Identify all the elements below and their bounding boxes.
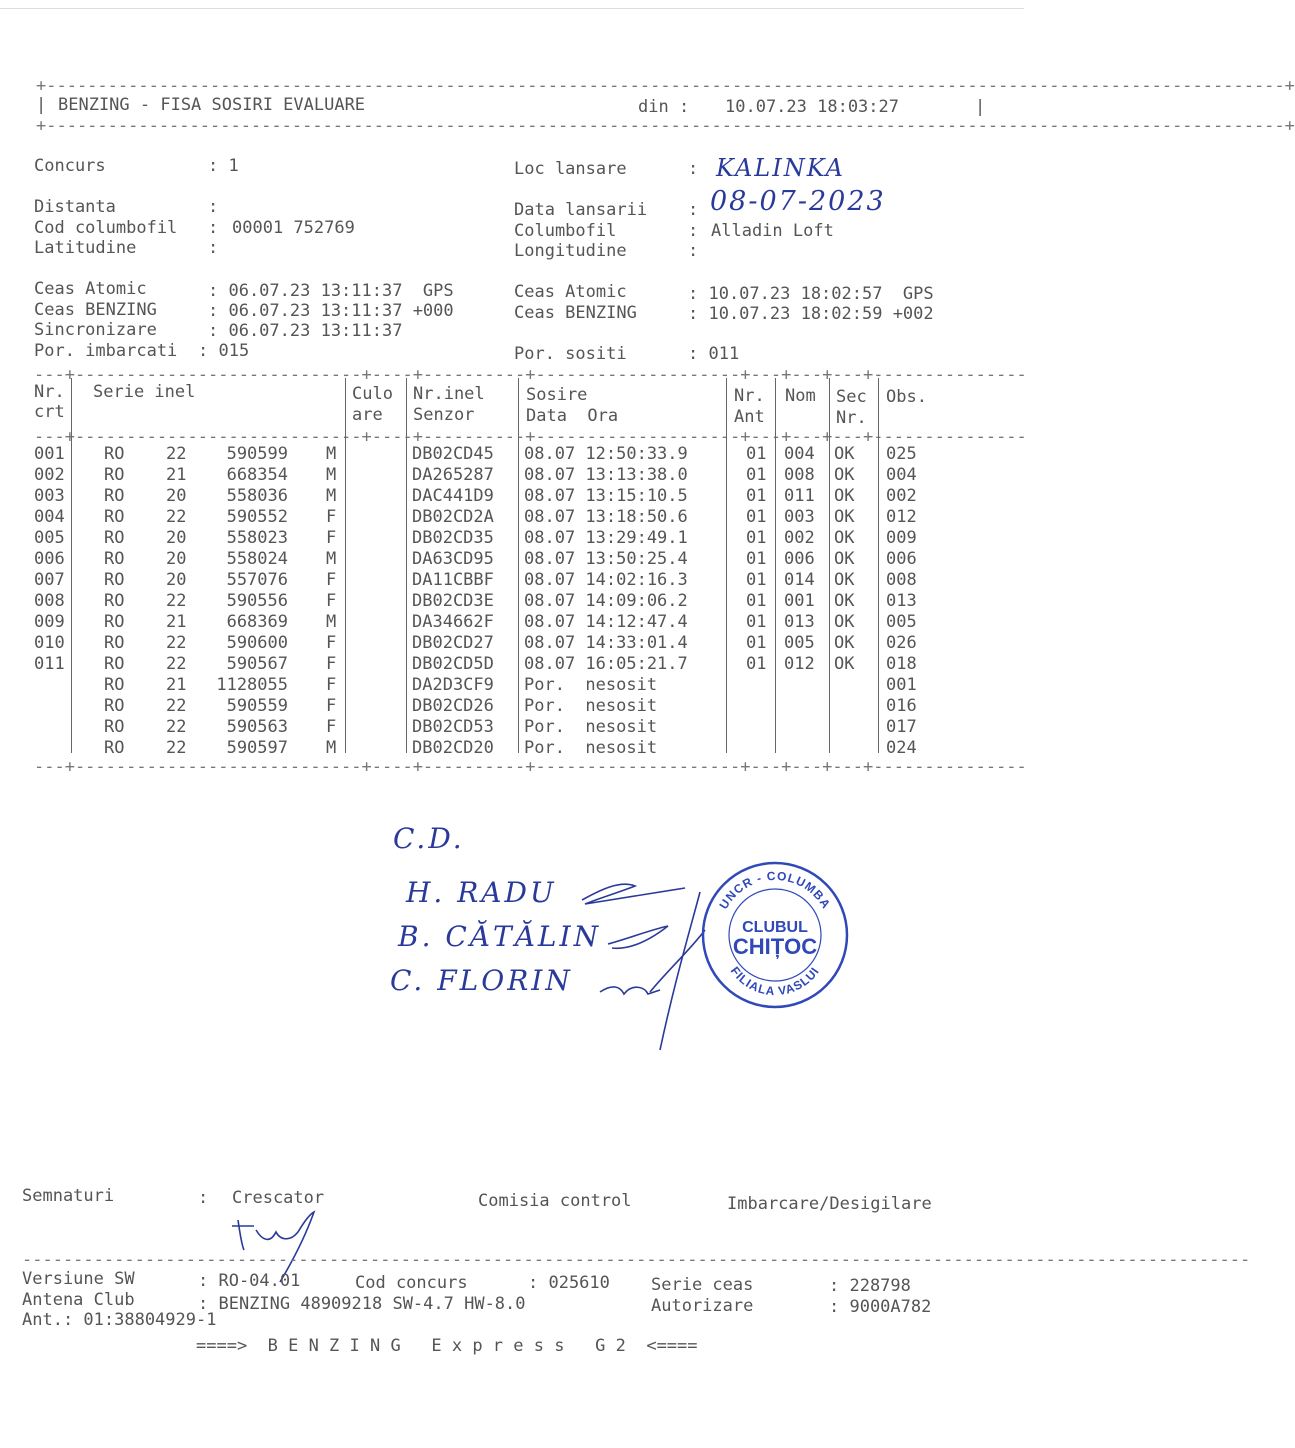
cell-yy: 22 bbox=[166, 654, 187, 674]
distanta-sep: : bbox=[208, 197, 219, 217]
cell-nr: 006 bbox=[34, 549, 65, 569]
longitudine-label: Longitudine bbox=[514, 241, 627, 261]
header-right-bar: | bbox=[975, 97, 986, 117]
th-nom: Nom bbox=[785, 386, 816, 406]
cell-nom: 003 bbox=[784, 507, 815, 527]
ceas-benzing-label: Ceas BENZING bbox=[34, 300, 157, 320]
cell-num: 590567 bbox=[226, 654, 288, 674]
cell-yy: 22 bbox=[166, 633, 187, 653]
autorizare-value: : 9000A782 bbox=[829, 1297, 932, 1317]
versiune-label: Versiune SW bbox=[22, 1269, 135, 1289]
cell-nr: 009 bbox=[34, 612, 65, 632]
cell-sex: F bbox=[326, 633, 337, 653]
ceas-benzing-right-value: : 10.07.23 18:02:59 +002 bbox=[688, 304, 934, 324]
th-sec-nr: Nr. bbox=[836, 408, 867, 428]
th-data-ora: Data Ora bbox=[526, 406, 619, 426]
cell-sex: F bbox=[326, 654, 337, 674]
cell-cc: RO bbox=[104, 675, 125, 695]
concurs-label: Concurs bbox=[34, 156, 106, 176]
table-header-divider: ---+----------------------------+----+----------+--------------------+---+---+---+--------------- bbox=[34, 427, 1027, 447]
cell-nom: 005 bbox=[784, 633, 815, 653]
cell-sex: M bbox=[326, 549, 337, 569]
cell-num: 590552 bbox=[226, 507, 288, 527]
cell-yy: 21 bbox=[166, 465, 187, 485]
cell-sex: M bbox=[326, 465, 337, 485]
cell-sex: M bbox=[326, 612, 337, 632]
cell-yy: 22 bbox=[166, 738, 187, 758]
cell-nom: 006 bbox=[784, 549, 815, 569]
cell-obs: 006 bbox=[886, 549, 917, 569]
ceas-atomic-right-label: Ceas Atomic bbox=[514, 282, 627, 302]
cod-concurs-value: : 025610 bbox=[528, 1273, 610, 1293]
cell-nom: 013 bbox=[784, 612, 815, 632]
longitudine-sep: : bbox=[688, 241, 699, 261]
cell-sec: OK bbox=[834, 486, 855, 506]
cell-num: 590600 bbox=[226, 633, 288, 653]
cell-obs: 026 bbox=[886, 633, 917, 653]
header-left-bar: | bbox=[36, 95, 47, 115]
cell-yy: 22 bbox=[166, 444, 187, 464]
cell-num: 668369 bbox=[226, 612, 288, 632]
cell-cc: RO bbox=[104, 465, 125, 485]
concurs-value: : 1 bbox=[208, 156, 239, 176]
cell-senzor: DA34662F bbox=[412, 612, 494, 632]
cell-ant: 01 bbox=[746, 633, 767, 653]
header-title: BENZING - FISA SOSIRI EVALUARE bbox=[58, 95, 366, 115]
cell-sec: OK bbox=[834, 465, 855, 485]
cell-senzor: DB02CD3E bbox=[412, 591, 494, 611]
cell-num: 1128055 bbox=[216, 675, 288, 695]
versiune-value: : RO-04.01 bbox=[198, 1271, 301, 1291]
cell-sosire: 08.07 13:18:50.6 bbox=[524, 507, 688, 527]
cell-yy: 21 bbox=[166, 675, 187, 695]
cell-yy: 22 bbox=[166, 696, 187, 716]
cell-cc: RO bbox=[104, 633, 125, 653]
cell-cc: RO bbox=[104, 549, 125, 569]
sincronizare-label: Sincronizare bbox=[34, 320, 157, 340]
cell-sosire: Por. nesosit bbox=[524, 696, 658, 716]
cell-num: 590559 bbox=[226, 696, 288, 716]
ceas-benzing-value: : 06.07.23 13:11:37 +000 bbox=[208, 301, 454, 321]
th-nr: Nr. bbox=[34, 382, 65, 402]
stamp-bottom-text: FILIALA VASLUI bbox=[727, 963, 823, 999]
serie-ceas-value: : 228798 bbox=[829, 1276, 911, 1296]
th-sec: Sec bbox=[836, 387, 867, 407]
table-border-top: ---+----------------------------+----+----------+--------------------+---+---+---+--------------- bbox=[34, 365, 1027, 385]
cell-sosire: 08.07 14:09:06.2 bbox=[524, 591, 688, 611]
cell-ant: 01 bbox=[746, 549, 767, 569]
cell-senzor: DA11CBBF bbox=[412, 570, 494, 590]
ceas-benzing-right-label: Ceas BENZING bbox=[514, 303, 637, 323]
cell-num: 590597 bbox=[226, 738, 288, 758]
loc-lansare-handwritten: KALINKA bbox=[716, 154, 845, 182]
cell-obs: 008 bbox=[886, 570, 917, 590]
cell-cc: RO bbox=[104, 696, 125, 716]
cell-nom: 008 bbox=[784, 465, 815, 485]
th-ant: Ant bbox=[734, 407, 765, 427]
cell-nom: 011 bbox=[784, 486, 815, 506]
th-senzor: Senzor bbox=[413, 405, 475, 425]
cell-num: 558036 bbox=[226, 486, 288, 506]
cell-senzor: DB02CD27 bbox=[412, 633, 494, 653]
cod-columbofil-label: Cod columbofil bbox=[34, 218, 178, 238]
cell-sosire: Por. nesosit bbox=[524, 675, 658, 695]
cell-num: 590599 bbox=[226, 444, 288, 464]
cell-sec: OK bbox=[834, 507, 855, 527]
comisia-label: Comisia control bbox=[478, 1191, 632, 1211]
ant-line: Ant.: 01:38804929-1 bbox=[22, 1310, 217, 1330]
cell-sex: F bbox=[326, 717, 337, 737]
cell-nom: 001 bbox=[784, 591, 815, 611]
cell-ant: 01 bbox=[746, 612, 767, 632]
handwritten-name-cd: C.D. bbox=[393, 822, 465, 855]
cell-obs: 025 bbox=[886, 444, 917, 464]
cell-nr: 007 bbox=[34, 570, 65, 590]
por-imbarcati-label: Por. imbarcati bbox=[34, 341, 178, 361]
th-obs: Obs. bbox=[886, 387, 927, 407]
handwritten-name-radu: H. RADU bbox=[406, 876, 557, 909]
cell-yy: 20 bbox=[166, 486, 187, 506]
cell-senzor: DB02CD5D bbox=[412, 654, 494, 674]
antena-value: : BENZING 48909218 SW-4.7 HW-8.0 bbox=[198, 1294, 526, 1314]
header-din-value: 10.07.23 18:03:27 bbox=[725, 97, 899, 117]
cell-obs: 009 bbox=[886, 528, 917, 548]
cell-sosire: 08.07 14:33:01.4 bbox=[524, 633, 688, 653]
cell-num: 558023 bbox=[226, 528, 288, 548]
cell-nr: 001 bbox=[34, 444, 65, 464]
serie-ceas-label: Serie ceas bbox=[651, 1275, 754, 1295]
cell-nom: 012 bbox=[784, 654, 815, 674]
cell-sec: OK bbox=[834, 549, 855, 569]
cell-sosire: 08.07 14:12:47.4 bbox=[524, 612, 688, 632]
cell-ant: 01 bbox=[746, 591, 767, 611]
cell-sex: F bbox=[326, 570, 337, 590]
cell-yy: 20 bbox=[166, 528, 187, 548]
por-sositi-value: : 011 bbox=[688, 344, 740, 364]
cell-nr: 008 bbox=[34, 591, 65, 611]
table-border-bottom: ---+----------------------------+----+----------+--------------------+---+---+---+--------------- bbox=[34, 757, 1027, 777]
por-imbarcati-value: : 015 bbox=[198, 341, 250, 361]
th-sosire: Sosire bbox=[526, 385, 588, 405]
th-are: are bbox=[352, 405, 383, 425]
cell-senzor: DAC441D9 bbox=[412, 486, 494, 506]
cell-sosire: Por. nesosit bbox=[524, 717, 658, 737]
cell-cc: RO bbox=[104, 528, 125, 548]
data-lansarii-label: Data lansarii bbox=[514, 200, 648, 220]
cell-nr: 002 bbox=[34, 465, 65, 485]
cell-obs: 016 bbox=[886, 696, 917, 716]
distanta-label: Distanta bbox=[34, 197, 116, 217]
cell-sec: OK bbox=[834, 654, 855, 674]
cell-sosire: 08.07 13:13:38.0 bbox=[524, 465, 688, 485]
por-sositi-label: Por. sositi bbox=[514, 344, 627, 364]
cell-cc: RO bbox=[104, 507, 125, 527]
cell-yy: 22 bbox=[166, 717, 187, 737]
cell-sex: M bbox=[326, 486, 337, 506]
cell-yy: 20 bbox=[166, 549, 187, 569]
cell-senzor: DB02CD45 bbox=[412, 444, 494, 464]
cell-obs: 012 bbox=[886, 507, 917, 527]
cell-ant: 01 bbox=[746, 444, 767, 464]
cell-nr: 003 bbox=[34, 486, 65, 506]
footer-divider: ------------------------------------------------------------------------------------------------------------------------ bbox=[22, 1250, 1251, 1270]
cell-cc: RO bbox=[104, 738, 125, 758]
cell-yy: 20 bbox=[166, 570, 187, 590]
th-nr-ant: Nr. bbox=[734, 386, 765, 406]
cell-nr: 004 bbox=[34, 507, 65, 527]
th-serie-inel: Serie inel bbox=[93, 382, 196, 402]
data-lansarii-sep: : bbox=[688, 200, 699, 220]
latitudine-label: Latitudine bbox=[34, 238, 137, 258]
cell-ant: 01 bbox=[746, 486, 767, 506]
cell-senzor: DA2D3CF9 bbox=[412, 675, 494, 695]
cell-sosire: 08.07 13:15:10.5 bbox=[524, 486, 688, 506]
cell-cc: RO bbox=[104, 612, 125, 632]
cell-num: 668354 bbox=[226, 465, 288, 485]
cell-num: 558024 bbox=[226, 549, 288, 569]
cell-obs: 001 bbox=[886, 675, 917, 695]
cell-sosire: 08.07 16:05:21.7 bbox=[524, 654, 688, 674]
columbofil-sep: : bbox=[688, 221, 699, 241]
antena-label: Antena Club bbox=[22, 1290, 135, 1310]
cell-sex: F bbox=[326, 696, 337, 716]
cell-num: 590556 bbox=[226, 591, 288, 611]
autorizare-label: Autorizare bbox=[651, 1296, 754, 1316]
loc-lansare-sep: : bbox=[688, 159, 699, 179]
cell-yy: 22 bbox=[166, 591, 187, 611]
cell-obs: 004 bbox=[886, 465, 917, 485]
cell-cc: RO bbox=[104, 591, 125, 611]
cod-columbofil-sep: : bbox=[208, 218, 219, 238]
cell-senzor: DB02CD35 bbox=[412, 528, 494, 548]
cell-sosire: 08.07 14:02:16.3 bbox=[524, 570, 688, 590]
cell-senzor: DB02CD2A bbox=[412, 507, 494, 527]
cell-ant: 01 bbox=[746, 465, 767, 485]
th-culo: Culo bbox=[352, 384, 393, 404]
cell-sec: OK bbox=[834, 591, 855, 611]
cell-nom: 002 bbox=[784, 528, 815, 548]
cell-ant: 01 bbox=[746, 528, 767, 548]
cell-num: 557076 bbox=[226, 570, 288, 590]
header-border-bottom: +-------------------------------------------------------------------------------------------------------------------------+ bbox=[36, 116, 1295, 136]
data-lansarii-handwritten: 08-07-2023 bbox=[710, 186, 886, 217]
cell-num: 590563 bbox=[226, 717, 288, 737]
cell-obs: 024 bbox=[886, 738, 917, 758]
cell-sosire: Por. nesosit bbox=[524, 738, 658, 758]
cell-yy: 22 bbox=[166, 507, 187, 527]
cell-senzor: DB02CD20 bbox=[412, 738, 494, 758]
semnaturi-label: Semnaturi bbox=[22, 1186, 115, 1206]
cell-senzor: DA265287 bbox=[412, 465, 494, 485]
cell-cc: RO bbox=[104, 570, 125, 590]
loc-lansare-label: Loc lansare bbox=[514, 159, 627, 179]
cell-cc: RO bbox=[104, 654, 125, 674]
ceas-atomic-label: Ceas Atomic bbox=[34, 279, 147, 299]
cod-concurs-label: Cod concurs bbox=[355, 1273, 468, 1293]
th-nr-inel: Nr.inel bbox=[413, 384, 485, 404]
cell-obs: 017 bbox=[886, 717, 917, 737]
cell-sosire: 08.07 13:29:49.1 bbox=[524, 528, 688, 548]
stamp-line1: CLUBUL bbox=[742, 919, 808, 936]
cell-sec: OK bbox=[834, 612, 855, 632]
cell-nr: 005 bbox=[34, 528, 65, 548]
cod-columbofil-value: 00001 752769 bbox=[232, 218, 355, 238]
cell-sex: M bbox=[326, 444, 337, 464]
cell-obs: 013 bbox=[886, 591, 917, 611]
cell-sec: OK bbox=[834, 528, 855, 548]
cell-nr: 011 bbox=[34, 654, 65, 674]
latitudine-sep: : bbox=[208, 238, 219, 258]
cell-ant: 01 bbox=[746, 507, 767, 527]
imbarcare-label: Imbarcare/Desigilare bbox=[727, 1194, 932, 1214]
cell-senzor: DB02CD53 bbox=[412, 717, 494, 737]
semnaturi-sep: : bbox=[198, 1188, 209, 1208]
cell-sosire: 08.07 12:50:33.9 bbox=[524, 444, 688, 464]
cell-sec: OK bbox=[834, 570, 855, 590]
cell-sex: F bbox=[326, 591, 337, 611]
cell-sec: OK bbox=[834, 633, 855, 653]
cell-sex: F bbox=[326, 675, 337, 695]
cell-obs: 005 bbox=[886, 612, 917, 632]
header-din-label: din : bbox=[638, 97, 690, 117]
cell-senzor: DA63CD95 bbox=[412, 549, 494, 569]
cell-sex: M bbox=[326, 738, 337, 758]
ceas-atomic-value: : 06.07.23 13:11:37 GPS bbox=[208, 281, 454, 301]
cell-obs: 018 bbox=[886, 654, 917, 674]
cell-senzor: DB02CD26 bbox=[412, 696, 494, 716]
cell-obs: 002 bbox=[886, 486, 917, 506]
th-crt: crt bbox=[34, 402, 65, 422]
cell-sex: F bbox=[326, 507, 337, 527]
columbofil-label: Columbofil bbox=[514, 221, 617, 241]
handwritten-name-florin: C. FLORIN bbox=[390, 964, 573, 997]
cell-cc: RO bbox=[104, 717, 125, 737]
header-border-top: +-------------------------------------------------------------------------------------------------------------------------+ bbox=[36, 76, 1295, 96]
stamp-top-text: UNCR - COLUMBA bbox=[716, 868, 834, 912]
cell-nr: 010 bbox=[34, 633, 65, 653]
cell-ant: 01 bbox=[746, 570, 767, 590]
cell-ant: 01 bbox=[746, 654, 767, 674]
cell-cc: RO bbox=[104, 486, 125, 506]
cell-sex: F bbox=[326, 528, 337, 548]
sincronizare-value: : 06.07.23 13:11:37 bbox=[208, 321, 403, 341]
club-stamp bbox=[700, 860, 850, 1010]
cell-nom: 014 bbox=[784, 570, 815, 590]
crescator-label: Crescator bbox=[232, 1188, 325, 1208]
cell-yy: 21 bbox=[166, 612, 187, 632]
handwritten-name-catalin: B. CĂTĂLIN bbox=[398, 920, 602, 953]
cell-sec: OK bbox=[834, 444, 855, 464]
cell-sosire: 08.07 13:50:25.4 bbox=[524, 549, 688, 569]
cell-cc: RO bbox=[104, 444, 125, 464]
columbofil-value: Alladin Loft bbox=[711, 221, 834, 241]
ceas-atomic-right-value: : 10.07.23 18:02:57 GPS bbox=[688, 284, 934, 304]
cell-nom: 004 bbox=[784, 444, 815, 464]
benzing-express: ====> B E N Z I N G E x p r e s s G 2 <==== bbox=[196, 1336, 698, 1356]
stamp-line2: CHIȚOC bbox=[732, 934, 818, 959]
